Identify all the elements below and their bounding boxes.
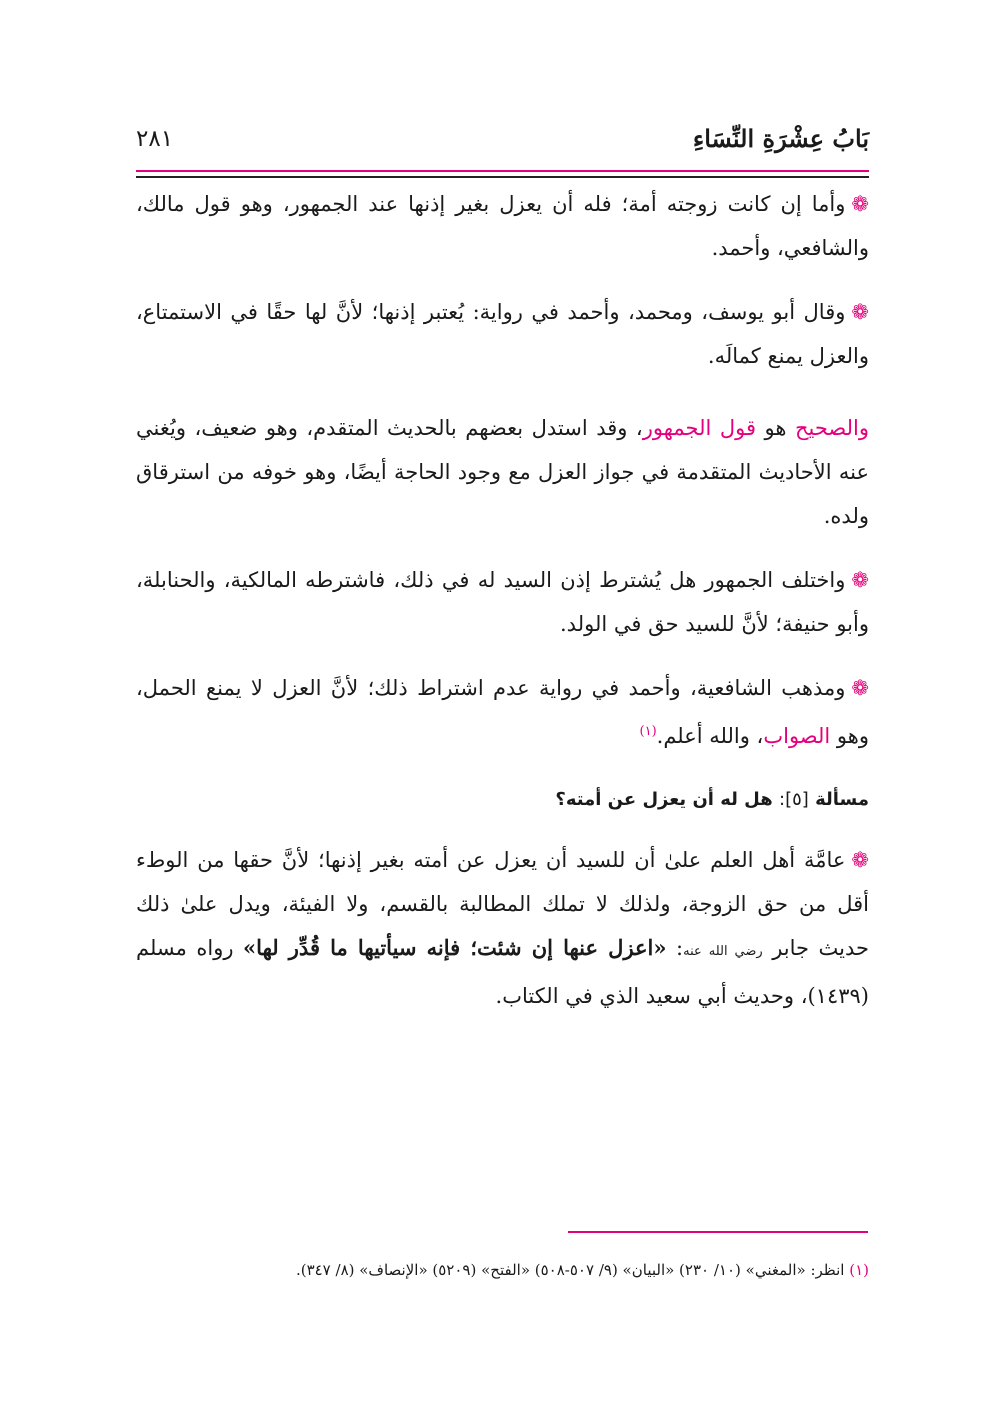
chapter-title: بَابُ عِشْرَةِ النِّسَاءِ: [692, 124, 869, 153]
page-header: [136, 124, 869, 164]
footnote-number: (١): [849, 1261, 869, 1279]
issue-heading: [136, 778, 869, 822]
paragraph-text: :: [666, 936, 684, 960]
header-rule: [136, 176, 869, 178]
paragraph-1: [136, 182, 869, 270]
flower-ornament-icon: ❁: [851, 676, 869, 700]
page-number: ٢٨١: [136, 126, 174, 152]
flower-ornament-icon: ❁: [851, 192, 869, 216]
honorific-seal: رضي الله عنه: [683, 944, 763, 959]
paragraph-text: ومذهب الشافعية، وأحمد في رواية عدم اشتراط ذلك؛ لأنَّ العزل لا يمنع الحمل، وهو: [136, 676, 869, 748]
footnote-reference[interactable]: (١): [639, 724, 657, 739]
flower-ornament-icon: ❁: [851, 300, 869, 324]
highlight-correct: والصحيح: [794, 416, 869, 440]
paragraph-3: [136, 406, 869, 538]
highlight-right: الصواب: [763, 724, 831, 748]
paragraph-text: ، وقد استدل بعضهم بالحديث المتقدم، وهو ضعيف، ويُغني عنه الأحاديث المتقدمة في جواز العزل مع وجود الحاجة أيضًا، وهو خوفه من استرقاق ولده.: [136, 416, 869, 528]
footnote-rule: [568, 1231, 868, 1233]
issue-label: مسألة: [815, 789, 869, 810]
issue-question: هل له أن يعزل عن أمته؟: [555, 789, 773, 810]
paragraph-5: [136, 666, 869, 758]
flower-ornament-icon: ❁: [851, 848, 869, 872]
footnote-text: انظر: «المغني» (١٠/ ٢٣٠) «البيان» (٩/ ٥٠٧-٥٠٨) «الفتح» (٥٢٠٩) «الإنصاف» (٨/ ٣٤٧).: [295, 1261, 850, 1279]
paragraph-text: واختلف الجمهور هل يُشترط إذن السيد له في ذلك، فاشترطه المالكية، والحنابلة، وأبو حنيفة؛ لأنَّ للسيد حق في الولد.: [136, 568, 869, 636]
paragraph-6: [136, 838, 869, 1018]
paragraph-text: عامَّة أهل العلم علىٰ أن للسيد أن يعزل عن أمته بغير إذنها؛ لأنَّ حقها من الوطء أقل من حق الزوجة، ولذلك لا تملك المطالبة بالقسم، ولا الفيئة، ويدل علىٰ ذلك حديث جابر: [136, 848, 869, 960]
header-rule-accent: [136, 170, 869, 172]
paragraph-4: [136, 558, 869, 646]
hadith-quote: «اعزل عنها إن شئت؛ فإنه سيأتيها ما قُدِّر لها»: [243, 935, 667, 960]
paragraph-text: رواه مسلم (١٤٣٩)، وحديث أبي سعيد الذي في الكتاب.: [136, 936, 869, 1008]
highlight-majority: قول الجمهور: [642, 416, 756, 440]
paragraph-text: ، والله أعلم.: [656, 724, 764, 748]
issue-number: [٥]:: [779, 789, 809, 810]
paragraph-text: هو: [755, 416, 795, 440]
body-text: [136, 182, 869, 1038]
flower-ornament-icon: ❁: [851, 568, 869, 592]
footnote: [136, 1258, 869, 1282]
paragraph-text: وأما إن كانت زوجته أمة؛ فله أن يعزل بغير إذنها عند الجمهور، وهو قول مالك، والشافعي، وأحمد.: [136, 192, 869, 260]
paragraph-2: [136, 290, 869, 378]
paragraph-text: وقال أبو يوسف، ومحمد، وأحمد في رواية: يُعتبر إذنها؛ لأنَّ لها حقًا في الاستمتاع، والعزل يمنع كمالَه.: [136, 300, 869, 368]
